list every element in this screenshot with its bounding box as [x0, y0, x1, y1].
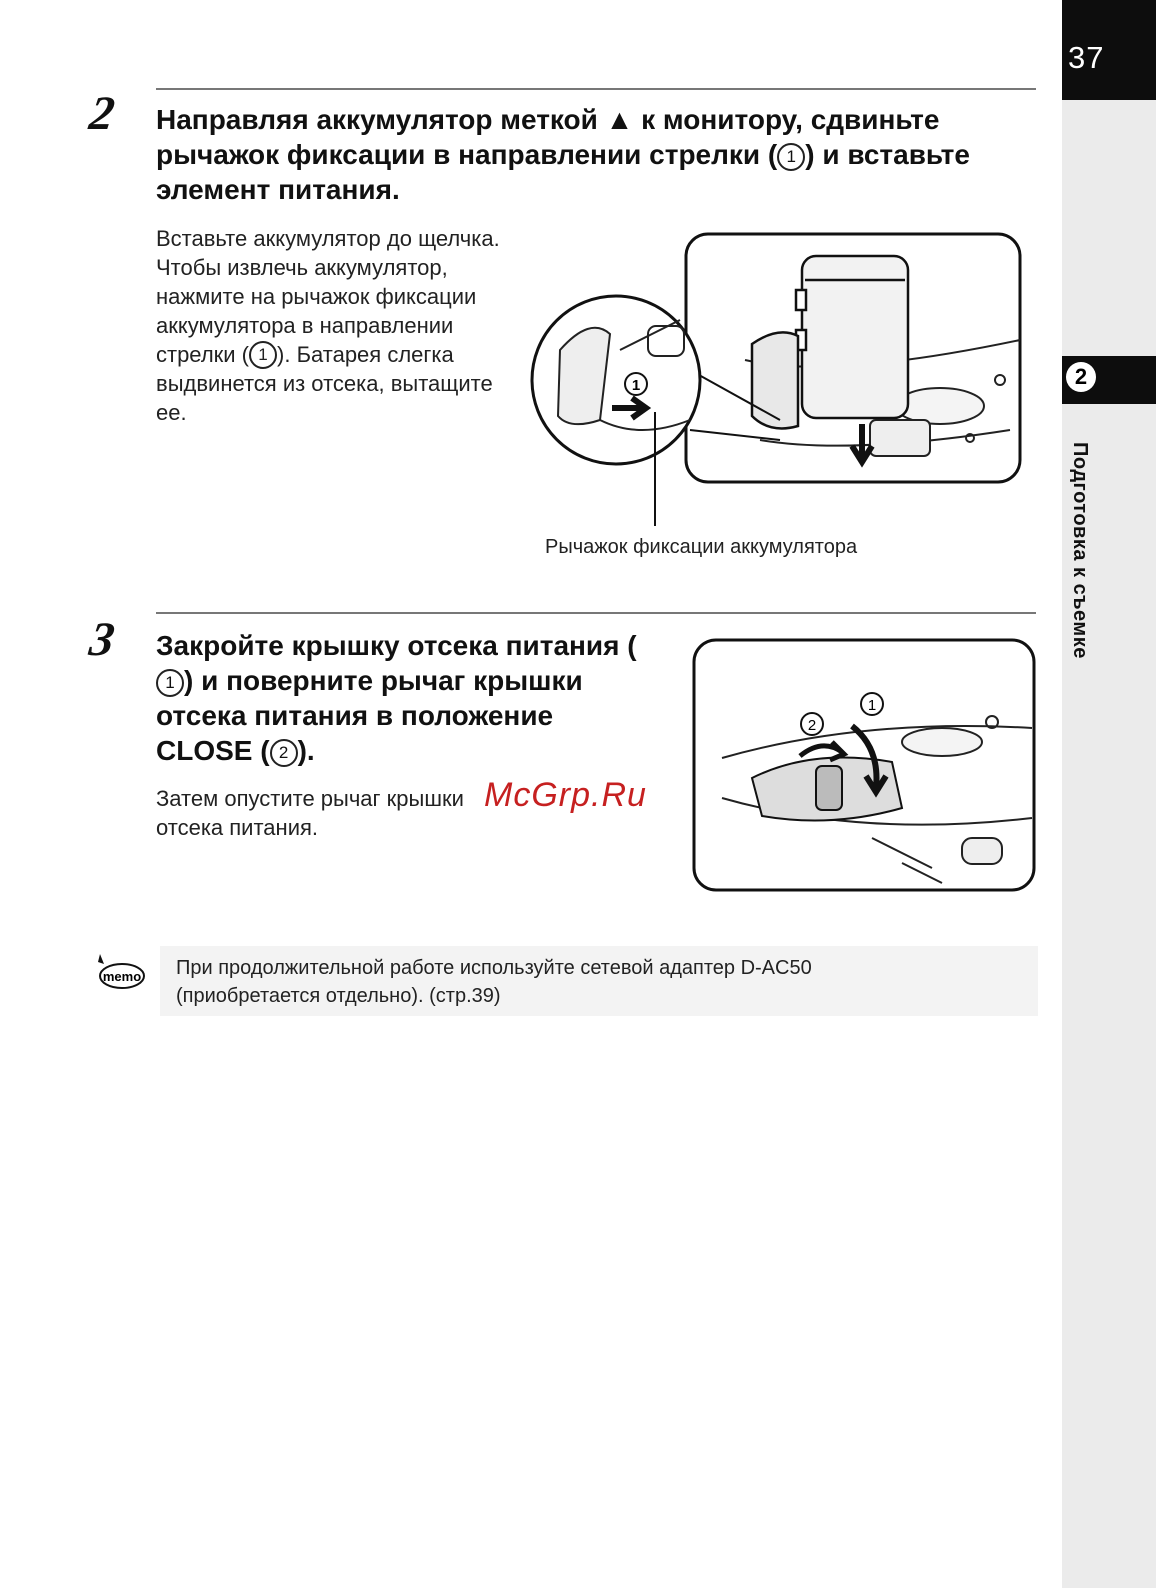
memo-text	[176, 954, 812, 1010]
circled-number: 2	[270, 739, 298, 767]
page-number: 37	[1068, 40, 1105, 75]
step2-body-line1: Вставьте аккумулятор до щелчка.	[156, 226, 500, 251]
figure-callout-label: 2	[807, 717, 817, 734]
step2-caption: Рычажок фиксации аккумулятора	[545, 536, 858, 558]
watermark: McGrp.Ru	[484, 776, 647, 814]
memo-icon	[94, 950, 150, 996]
step2-heading	[156, 102, 1036, 207]
step2-body-line2b: ). Батарея слегка выдвинется из отсека, вытащите ее.	[156, 342, 493, 425]
step3-body: Затем опустите рычаг крышки отсека питания.	[156, 786, 464, 840]
cover-close-illustration	[692, 638, 1038, 894]
step2-body-line2a: Чтобы извлечь аккумулятор, нажмите на рычажок фиксации аккумулятора в направлении стрелки (	[156, 255, 477, 367]
memo-line2: (приобретается отдельно). (стр.39)	[176, 985, 501, 1007]
chapter-number: 2	[1066, 362, 1096, 392]
memo-icon-label: memo	[102, 969, 142, 984]
circled-number: 1	[777, 143, 805, 171]
side-tab-bar	[1062, 0, 1156, 1588]
circled-number: 1	[156, 669, 184, 697]
step2-heading-text-a: Направляя аккумулятор меткой ▲ к монитору, сдвиньте рычажок фиксации в направлении стрелки (	[156, 104, 940, 170]
step3-number: 3	[86, 613, 118, 666]
step3-heading	[156, 628, 646, 768]
chapter-title: Подготовка к съемке	[1069, 442, 1091, 659]
step2-body	[156, 224, 516, 427]
memo-line1: При продолжительной работе используйте сетевой адаптер D-AC50	[176, 957, 812, 979]
cover-lever	[816, 766, 842, 810]
step2-rule	[156, 88, 1036, 90]
step2-heading-text-b: ) и вставьте элемент питания.	[156, 139, 970, 205]
figure-callout-label: 1	[631, 377, 641, 394]
step3-heading-text-b: ) и поверните рычаг крышки отсека питания в положение CLOSE (	[156, 665, 583, 766]
step3-rule	[156, 612, 1036, 614]
magnifier-circle	[532, 296, 700, 464]
battery-insert-illustration	[530, 230, 1040, 530]
step3-heading-text-a: Закройте крышку отсека питания (	[156, 630, 637, 661]
figure-callout-label: 1	[867, 697, 877, 714]
step3-heading-text-c: ).	[297, 735, 315, 766]
step2-number: 2	[86, 87, 118, 140]
circled-number: 1	[249, 341, 277, 369]
